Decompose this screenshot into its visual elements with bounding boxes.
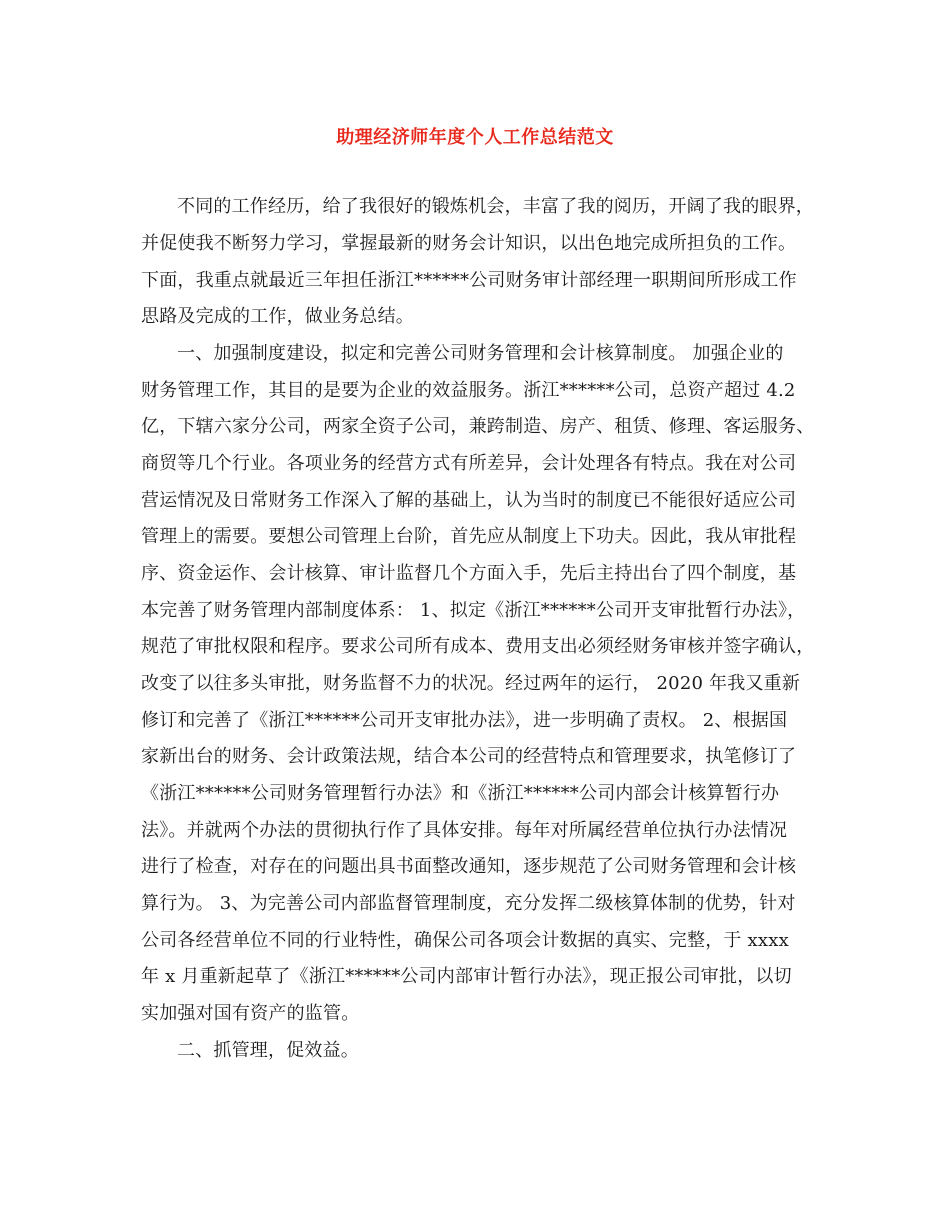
paragraph-1-line-1: 不同的工作经历，给了我很好的锻炼机会，丰富了我的阅历，开阔了我的眼界， [177, 196, 814, 217]
paragraph-1-line-3: 下面，我重点就最近三年担任浙江******公司财务审计部经理一职期间所形成工作 [141, 270, 797, 291]
section-1-line-12: 家新出台的财务、会计政策法规，结合本公司的经营特点和管理要求，执笔修订了 [141, 746, 797, 767]
section-1-line-7: 序、资金运作、会计核算、审计监督几个方面入手，先后主持出台了四个制度，基 [141, 563, 797, 584]
section-1-line-4: 商贸等几个行业。各项业务的经营方式有所差异，会计处理各有特点。我在对公司 [141, 453, 797, 474]
section-1-line-2: 财务管理工作，其目的是要为企业的效益服务。浙江******公司，总资产超过 4.2 [141, 380, 796, 401]
section-1-line-5: 营运情况及日常财务工作深入了解的基础上，认为当时的制度已不能很好适应公司 [141, 490, 797, 511]
section-1-line-13: 《浙江******公司财务管理暂行办法》和《浙江******公司内部会计核算暂行办 [141, 783, 780, 804]
section-1-line-15: 进行了检查，对存在的问题出具书面整改通知，逐步规范了公司财务管理和会计核 [141, 856, 797, 877]
document-title: 助理经济师年度个人工作总结范文 [336, 127, 614, 148]
paragraph-1-line-4: 思路及完成的工作，做业务总结。 [141, 306, 414, 327]
section-1-line-19: 实加强对国有资产的监管。 [141, 1003, 360, 1024]
section-1-line-18: 年 x 月重新起草了《浙江******公司内部审计暂行办法》，现正报公司审批，以切 [141, 966, 792, 987]
section-1-line-10: 改变了以往多头审批，财务监督不力的状况。经过两年的运行， 2020 年我又重新 [141, 673, 801, 694]
section-1-line-3: 亿，下辖六家分公司，两家全资子公司，兼跨制造、房产、租赁、修理、客运服务、 [141, 416, 815, 437]
section-1-heading-line: 一、加强制度建设，拟定和完善公司财务管理和会计核算制度。 加强企业的 [177, 343, 784, 364]
section-2-heading: 二、抓管理，促效益。 [177, 1040, 359, 1061]
section-1-line-9: 规范了审批权限和程序。要求公司所有成本、费用支出必须经财务审核并签字确认， [141, 636, 815, 657]
section-1-line-17: 公司各经营单位不同的行业特性，确保公司各项会计数据的真实、完整，于 xxxx [141, 930, 789, 951]
section-1-line-16: 算行为。 3、为完善公司内部监督管理制度，充分发挥二级核算体制的优势，针对 [141, 893, 796, 914]
section-1-line-8: 本完善了财务管理内部制度体系： 1、拟定《浙江******公司开支审批暂行办法》， [141, 600, 806, 621]
section-1-line-6: 管理上的需要。要想公司管理上台阶，首先应从制度上下功夫。因此，我从审批程 [141, 526, 797, 547]
paragraph-1-line-2: 并促使我不断努力学习，掌握最新的财务会计知识，以出色地完成所担负的工作。 [141, 233, 797, 254]
section-1-line-11: 修订和完善了《浙江******公司开支审批办法》，进一步明确了责权。 2、根据国 [141, 710, 788, 731]
section-1-line-14: 法》。并就两个办法的贯彻执行作了具体安排。每年对所属经营单位执行办法情况 [141, 820, 788, 841]
